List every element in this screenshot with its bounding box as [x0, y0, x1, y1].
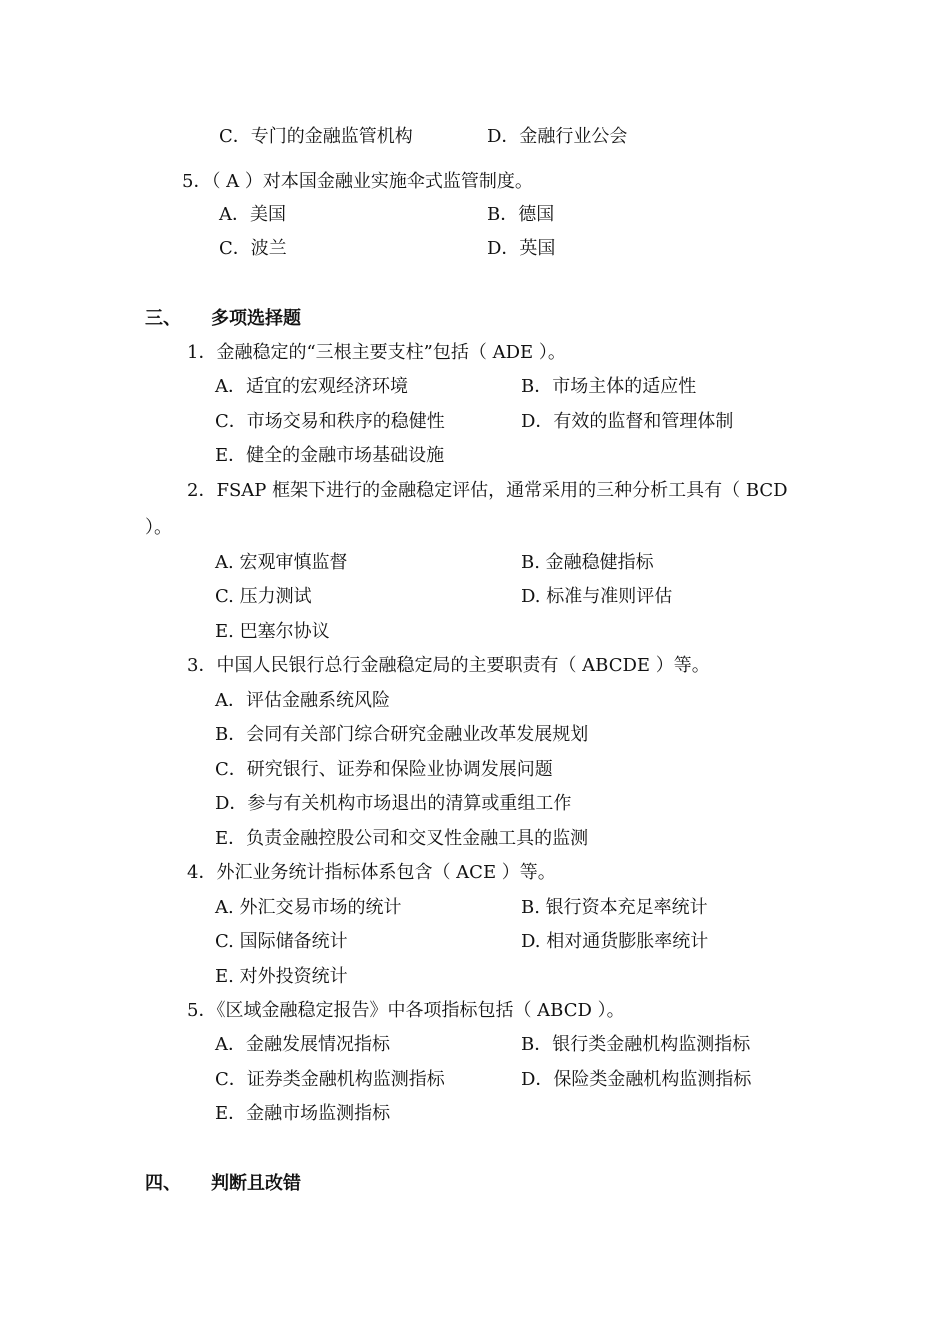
- option-b: B．银行类金融机构监测指标: [521, 1034, 751, 1055]
- option-c: C．专门的金融监管机构: [219, 126, 413, 147]
- section-number: 三、: [145, 308, 181, 329]
- option-d: D．英国: [487, 238, 556, 259]
- question-stem: 2．FSAP 框架下进行的金融稳定评估，通常采用的三种分析工具有（ BCD: [187, 480, 788, 501]
- option-c: C．波兰: [219, 238, 287, 259]
- option-a: A．适宜的宏观经济环境: [215, 376, 408, 397]
- option-c: C．研究银行、证券和保险业协调发展问题: [215, 759, 553, 780]
- option-a: A．美国: [219, 204, 286, 225]
- option-b: B. 银行资本充足率统计: [521, 897, 708, 918]
- option-e: E．负责金融控股公司和交叉性金融工具的监测: [215, 828, 589, 849]
- option-d: D．金融行业公会: [487, 126, 628, 147]
- option-a: A. 宏观审慎监督: [215, 552, 348, 573]
- question-stem: 3．中国人民银行总行金融稳定局的主要职责有（ ABCDE ）等。: [187, 655, 710, 676]
- section-title: 多项选择题: [211, 308, 301, 329]
- option-c: C. 国际储备统计: [215, 931, 348, 952]
- question-stem: 5．（ A ）对本国金融业实施伞式监管制度。: [182, 171, 533, 192]
- section-title: 判断且改错: [211, 1173, 301, 1194]
- option-b: B．德国: [487, 204, 555, 225]
- question-stem-continued: ）。: [145, 517, 172, 538]
- option-c: C．市场交易和秩序的稳健性: [215, 411, 445, 432]
- option-d: D. 相对通货膨胀率统计: [521, 931, 709, 952]
- option-e: E. 对外投资统计: [215, 966, 348, 987]
- option-b: B．会同有关部门综合研究金融业改革发展规划: [215, 724, 589, 745]
- option-a: A．金融发展情况指标: [215, 1034, 390, 1055]
- option-d: D. 标准与准则评估: [521, 586, 673, 607]
- option-b: B．市场主体的适应性: [521, 376, 697, 397]
- option-a: A. 外汇交易市场的统计: [215, 897, 402, 918]
- question-stem: 1．金融稳定的“三根主要支柱”包括（ ADE ）。: [187, 342, 566, 363]
- section-number: 四、: [145, 1173, 181, 1194]
- question-stem: 4．外汇业务统计指标体系包含（ ACE ）等。: [187, 862, 556, 883]
- option-e: E．金融市场监测指标: [215, 1103, 391, 1124]
- option-b: B. 金融稳健指标: [521, 552, 654, 573]
- option-d: D．保险类金融机构监测指标: [521, 1069, 752, 1090]
- option-d: D．参与有关机构市场退出的清算或重组工作: [215, 793, 572, 814]
- option-e: E. 巴塞尔协议: [215, 621, 330, 642]
- question-stem: 5．《区域金融稳定报告》中各项指标包括（ ABCD ）。: [187, 1000, 625, 1021]
- option-a: A．评估金融系统风险: [215, 690, 390, 711]
- option-e: E．健全的金融市场基础设施: [215, 445, 445, 466]
- section-heading: [145, 307, 301, 331]
- option-c: C. 压力测试: [215, 586, 312, 607]
- option-c: C．证券类金融机构监测指标: [215, 1069, 445, 1090]
- option-d: D．有效的监督和管理体制: [521, 411, 734, 432]
- section-heading: [145, 1172, 301, 1196]
